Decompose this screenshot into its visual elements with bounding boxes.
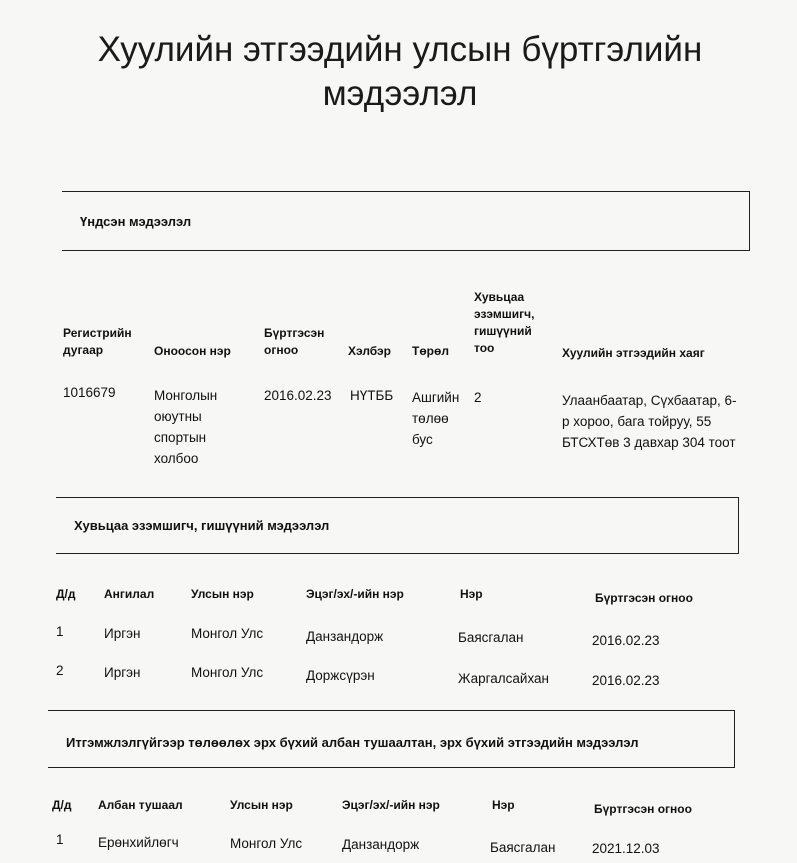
col-header-parent: Эцэг/эх/-ийн нэр xyxy=(306,587,404,601)
cell-parent: Данзандорж xyxy=(306,629,384,644)
cell-no: 2 xyxy=(56,663,64,678)
col-header-reg: Регистрийн дугаар xyxy=(63,326,132,357)
col-header-type: Төрөл xyxy=(412,344,449,358)
col-header-parent: Эцэг/эх/-ийн нэр xyxy=(342,798,440,812)
col-header-owners: Хувьцаа эзэмшигч, гишүүний тоо xyxy=(474,290,535,355)
cell-category: Иргэн xyxy=(104,626,141,641)
cell-address: Улаанбаатар, Сүхбаатар, 6-р хороо, бага тойруу, 55 БТСХТөв 3 давхар 304 тоот xyxy=(562,393,737,450)
cell-position: Ерөнхийлөгч xyxy=(98,835,179,850)
cell-no: 1 xyxy=(56,832,64,847)
cell-reg-date: 2021.12.03 xyxy=(592,841,660,856)
col-header-reg-date: Бүртгэсэн огноо xyxy=(595,591,693,605)
cell-name: Монголын оюутны спортын холбоо xyxy=(154,388,218,466)
cell-parent: Доржсүрэн xyxy=(306,668,375,683)
section-basic-info-title: Үндсэн мэдээлэл xyxy=(80,214,192,229)
col-header-form: Хэлбэр xyxy=(348,344,392,358)
cell-country: Монгол Улс xyxy=(191,665,264,680)
cell-country: Монгол Улс xyxy=(191,626,264,641)
cell-form: НҮТББ xyxy=(350,388,394,403)
cell-parent: Данзандорж xyxy=(342,837,420,852)
cell-reg-date: 2016.02.23 xyxy=(592,633,660,648)
col-header-no: Д/д xyxy=(56,587,76,601)
col-header-person-name: Нэр xyxy=(492,798,515,812)
col-header-no: Д/д xyxy=(52,798,72,812)
section-shareholders-title: Хувьцаа эзэмшигч, гишүүний мэдээлэл xyxy=(74,518,330,533)
col-header-reg-date: Бүртгэсэн огноо xyxy=(594,802,692,816)
col-header-country: Улсын нэр xyxy=(230,798,293,812)
col-header-address: Хуулийн этгээдийн хаяг xyxy=(562,346,705,360)
cell-reg-date: 2016.02.23 xyxy=(592,673,660,688)
col-header-date: Бүртгэсэн огноо xyxy=(264,326,325,357)
col-header-position: Албан тушаал xyxy=(98,798,183,812)
col-header-name: Оноосон нэр xyxy=(154,344,231,358)
page-title: Хуулийн этгээдийн улсын бүртгэлийн мэдээлэл xyxy=(97,30,703,113)
cell-person-name: Жаргалсайхан xyxy=(458,671,550,686)
cell-type: Ашгийн төлөө бус xyxy=(412,390,460,447)
section-representatives-title: Итгэмжлэлгүйгээр төлөөлөх эрх бүхий албан тушаалтан, эрх бүхий этгээдийн мэдээлэл xyxy=(66,735,639,750)
cell-date: 2016.02.23 xyxy=(264,388,332,403)
col-header-country: Улсын нэр xyxy=(191,587,254,601)
cell-person-name: Баясгалан xyxy=(490,840,556,855)
cell-country: Монгол Улс xyxy=(230,836,303,851)
cell-owners: 2 xyxy=(474,390,482,405)
col-header-category: Ангилал xyxy=(104,587,155,601)
cell-no: 1 xyxy=(56,624,64,639)
cell-person-name: Баясгалан xyxy=(458,630,524,645)
cell-reg: 1016679 xyxy=(63,385,116,400)
cell-category: Иргэн xyxy=(104,665,141,680)
col-header-person-name: Нэр xyxy=(460,587,483,601)
